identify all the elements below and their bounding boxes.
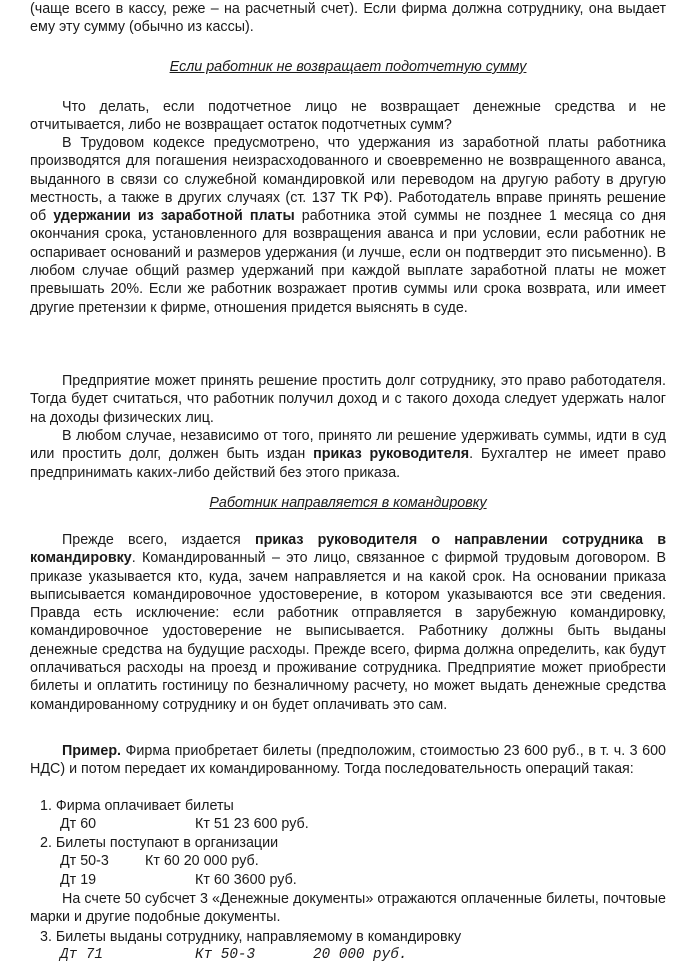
operation-2a-debit: Дт 50-3 <box>60 853 109 869</box>
operation-1-title: 1. Фирма оплачивает билеты <box>40 798 234 814</box>
operation-2b-debit: Дт 19 <box>60 872 97 888</box>
paragraph-labor-code: В Трудовом кодексе предусмотрено, что удержания из заработной платы работника производятся для погашения неизрасходованного и своевременно не возвращенного аванса, выданного в связи со служебной командировкой или переводом на другую работу в другую местность, а также в других случаях (ст. 137 ТК РФ). Работодатель вправе принять решение об удержании из заработной платы работника этой суммы не позднее 1 месяца со дня окончания срока, установленного для возвращения аванса и при условии, если работник не оспаривает оснований и размеров удержания (и лучше, если он подтвердит это письменно). В любом случае общий размер удержаний при каждой выплате заработной платы не может превышать 20%. Если же работник возражает против суммы или срока возврата, или имеет другие претензии к фирме, отношения придется выяснять в суде. <box>30 135 666 316</box>
bold-example-label: Пример. <box>62 743 122 759</box>
bold-salary-deduction: удержании из заработной платы <box>53 208 295 225</box>
operation-3-credit: Кт 50-3 <box>195 947 256 963</box>
operation-3-sum: 20 000 руб. <box>313 947 408 963</box>
paragraph-top: (чаще всего в кассу, реже – на расчетный счет). Если фирма должна сотруднику, она выдает ему эту сумму (обычно из кассы). <box>30 1 666 36</box>
bold-director-order: приказ руководителя <box>313 446 470 463</box>
operation-1 <box>30 797 666 833</box>
paragraph-subaccount: На счете 50 субсчет 3 «Денежные документы» отражаются оплаченные билеты, почтовые марки и другие подобные документы. <box>30 891 666 926</box>
operation-2-title: 2. Билеты поступают в организации <box>40 835 279 851</box>
operation-3-title: 3. Билеты выданы сотруднику, направляемому в командировку <box>40 929 462 945</box>
paragraph-forgive-debt: Предприятие может принять решение простить долг сотруднику, это право работодателя. Тогда будет считаться, что работник получил доход и с такого дохода следует удержать налог на доходы физических лиц. <box>30 373 666 426</box>
operation-2a-credit: Кт 60 20 000 руб. <box>145 853 259 869</box>
paragraph-question: Что делать, если подотчетное лицо не возвращает денежные средства и не отчитывается, либо не возвращает остаток подотчетных сумм? <box>30 99 666 134</box>
operation-3 <box>30 928 666 968</box>
paragraph-director-order: В любом случае, независимо от того, принято ли решение удерживать суммы, идти в суд или простить долг, должен быть издан приказ руководителя. Бухгалтер не имеет право предпринимать каких-либо действий без этого приказа. <box>30 428 666 481</box>
operation-3-debit: Дт 71 <box>60 947 103 963</box>
section-heading-unreturned-advance: Если работник не возвращает подотчетную сумму <box>169 59 527 75</box>
section-heading-business-trip: Работник направляется в командировку <box>209 495 487 511</box>
operation-2 <box>30 834 666 890</box>
paragraph-business-trip: Прежде всего, издается приказ руководителя о направлении сотрудника в командировку. Командированный – это лицо, связанное с фирмой трудовым договором. В приказе указывается кто, куда, зачем направляется и на какой срок. На основании приказа выписывается командировочное удостоверение, в котором указываются все эти сведения. Правда есть исключение: если работник отправляется в зарубежную командировку, командировочное удостоверение не выписывается. Работнику должны быть выданы денежные средства на будущие расходы. Прежде всего, фирма должна определить, как будут оплачиваться расходы на проезд и проживание сотрудника. Предприятие может приобрести билеты и оплатить гостиницу по безналичному расчету, но может выдать денежные средства командированному сотруднику и он будет оплачивать это сам. <box>30 532 666 713</box>
operation-2b-credit: Кт 60 3600 руб. <box>195 872 297 888</box>
operation-1-debit: Дт 60 <box>60 816 97 832</box>
operation-1-credit: Кт 51 23 600 руб. <box>195 816 309 832</box>
paragraph-example: Пример. Фирма приобретает билеты (предположим, стоимостью 23 600 руб., в т. ч. 3 600 НДС) и потом передает их командированному. Тогда последовательность операций такая: <box>30 743 666 778</box>
bold-trip-order: приказ руководителя о направлении сотрудника в командировку <box>30 532 666 567</box>
